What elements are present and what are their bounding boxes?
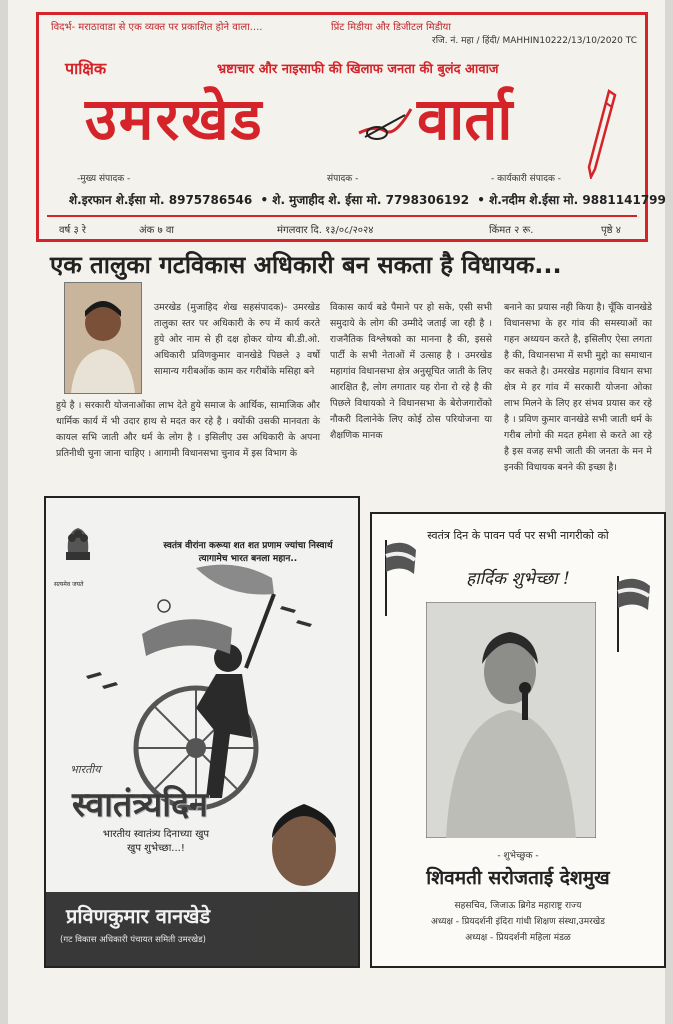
ad-right-line1: सहसचिव, जिजाऊ ब्रिगेड महाराष्ट्र राज्य — [454, 901, 582, 911]
year-label: वर्ष ३ रे — [59, 225, 86, 236]
page-count-label: पृष्ठे ४ — [601, 225, 621, 236]
article-headline: एक तालुका गटविकास अधिकारी बन सकता है विधायक... — [50, 251, 562, 279]
ad-right-line2: अध्यक्ष - प्रियदर्शनी इंदिरा गांधी शिक्षण संस्था,उमरखेड — [431, 917, 605, 927]
article-column-3: बनाने का प्रयास नही किया है। चूँकि वानखेडे विधानसभा के हर गांव की समस्याओं का गहन अध्ययन करते है, इसिलीए ऐसा लगता है की, विधानसभा में सभी मुद्दो का समाधान कर सकते है। उमरखेड महागांव विधान सभा क्षेत्र मे हर गांव में सरकारी योजना ओका लाभ मिलने के लिए हर संभव प्रयास कर रहे है । प्रविण कुमार वानखेडे सभी जाती धर्म के गरीब लोगो की मदत हमेशा से करते आ रहे है इस वजह सभी जाती की जनता के मन मे इनकी विधायक बनने की इच्छा है। — [504, 302, 652, 473]
newspaper-name-part2: वार्ता — [417, 85, 513, 153]
ad-left-wishes: भारतीय स्वातंत्र्य दिनाच्या खुप खुप शुभेच्छा...! — [102, 829, 210, 854]
ad-left-title-small: भारतीय — [70, 763, 101, 776]
ad-right-line3: अध्यक्ष - प्रियदर्शनी महिला मंडळ — [465, 933, 571, 943]
ad-left-quote: स्वतंत्र वीरांना करूया शत शत प्रणाम ज्यांचा निस्वार्थ त्यागामेच भारत बनला महान.. — [163, 541, 333, 564]
ad-left-designation: (गट विकास अधिकारी पंचायत समिती उमरखेड) — [60, 935, 206, 945]
masthead — [36, 12, 666, 242]
executive-editor-contact: • शे.नदीम शे.ईसा मो. 9881141799 — [477, 193, 666, 207]
price-label: किंमत २ रू. — [489, 225, 534, 236]
article-column-1-continued: हुये है । सरकारी योजनाओंका लाभ देते हुये समाज के आर्थिक, सामाजिक और धार्मिक कार्य में भी उदार हाथ से मदत कर रहे है । क्योंकी उसकी मानवता के कायल सभि जाती और धर्म के लोग है । इसिलीए उस अधिकारी के अपना प्रतिनीधी चुना जाना चाहिए । आगामी विधानसभा चुनाव में इस विभाग के — [56, 400, 320, 459]
newspaper-page — [8, 0, 665, 1024]
ad-right-photo — [426, 602, 596, 838]
writing-hand-icon — [355, 103, 415, 143]
article-column-1: उमरखेड (मुजाहिद शेख सहसंपादक)- उमरखेड तालुका स्तर पर अधिकारी के रुप में कार्य करते हुये ओर नाम से ही दक्ष होकर योग्य बी.डी.ओ. अधिकारी प्रविणकुमार वानखेडे पिछले ३ वर्षो सामान्य गरीबओंक काम कर गरीबोंके मसिहा बने — [154, 302, 320, 377]
date-label: मंगलवार दि. १३/०८/२०२४ — [277, 225, 374, 236]
national-emblem-icon — [60, 522, 96, 578]
chief-editor-contact: शे.इरफान शे.ईसा मो. 8975786546 — [69, 193, 253, 207]
ad-left-title: स्वातंत्र्यदिन — [72, 785, 209, 825]
role-executive-editor: - कार्यकारी संपादक - — [491, 174, 562, 184]
registration-number: रजि. नं. महा / हिंदी/ MAHHIN10222/13/10/2020 TC — [432, 36, 637, 46]
editor-contacts — [69, 191, 666, 208]
tagline: भ्रष्टाचार और नाइसाफी की खिलाफ जनता की बुलंद आवाज — [217, 62, 499, 77]
issue-label: अंक ७ वा — [139, 225, 175, 236]
pen-icon — [587, 89, 617, 179]
ad-left-name: प्रविणकुमार वानखेडे — [66, 904, 211, 928]
independence-day-ad-left — [44, 496, 360, 968]
ad-right-wisher-label: - शुभेच्छुक - — [497, 851, 539, 861]
masthead-digital: प्रिंट मिडीया और डिजीटल मिडीया — [331, 22, 451, 33]
emblem-caption: सत्यमेव जयते — [54, 581, 84, 588]
frequency-label: पाक्षिक — [65, 59, 107, 78]
divider — [47, 215, 637, 217]
role-editor: संपादक - — [327, 174, 359, 184]
independence-day-ad-right — [370, 512, 666, 968]
masthead-topline: विदर्भ- मराठावाडा से एक व्यक्त पर प्रकाशित होने वाला.... — [51, 22, 263, 33]
ad-right-greeting: हार्दिक शुभेच्छा ! — [466, 569, 570, 589]
ad-right-name: शिवमती सरोजताई देशमुख — [426, 867, 610, 889]
article-column-2: विकास कार्य बडे पैमाने पर हो सके, एसी सभी समुदाये के लोग की उम्मीदे जताई जा रही है । राजनैतिक विश्लेषको का मानना है की, इससे पार्टी के सभी नेताओं में उत्साह है । उमरखेड महागांव विधानसभा क्षेत्र अनुसूचित जाती के लिए आरक्षित है, लोग लगातार यह रोना रो रहे है की पिछले विधायको ने विधानसभा के बेरोजगारोंको नौकरी दिलानेके लिए कोई ठोस परियोजना या शैक्षणिक मानक — [330, 302, 492, 441]
editor-contact: • शे. मुजाहीद शे. ईसा मो. 7798306192 — [260, 193, 470, 207]
ad-right-intro: स्वतंत्र दिन के पावन पर्व पर सभी नागरीको को — [427, 529, 609, 542]
role-chief-editor: -मुख्य संपादक - — [77, 174, 131, 184]
newspaper-name-part1: उमरखेड — [85, 85, 264, 153]
author-photo — [64, 282, 142, 394]
